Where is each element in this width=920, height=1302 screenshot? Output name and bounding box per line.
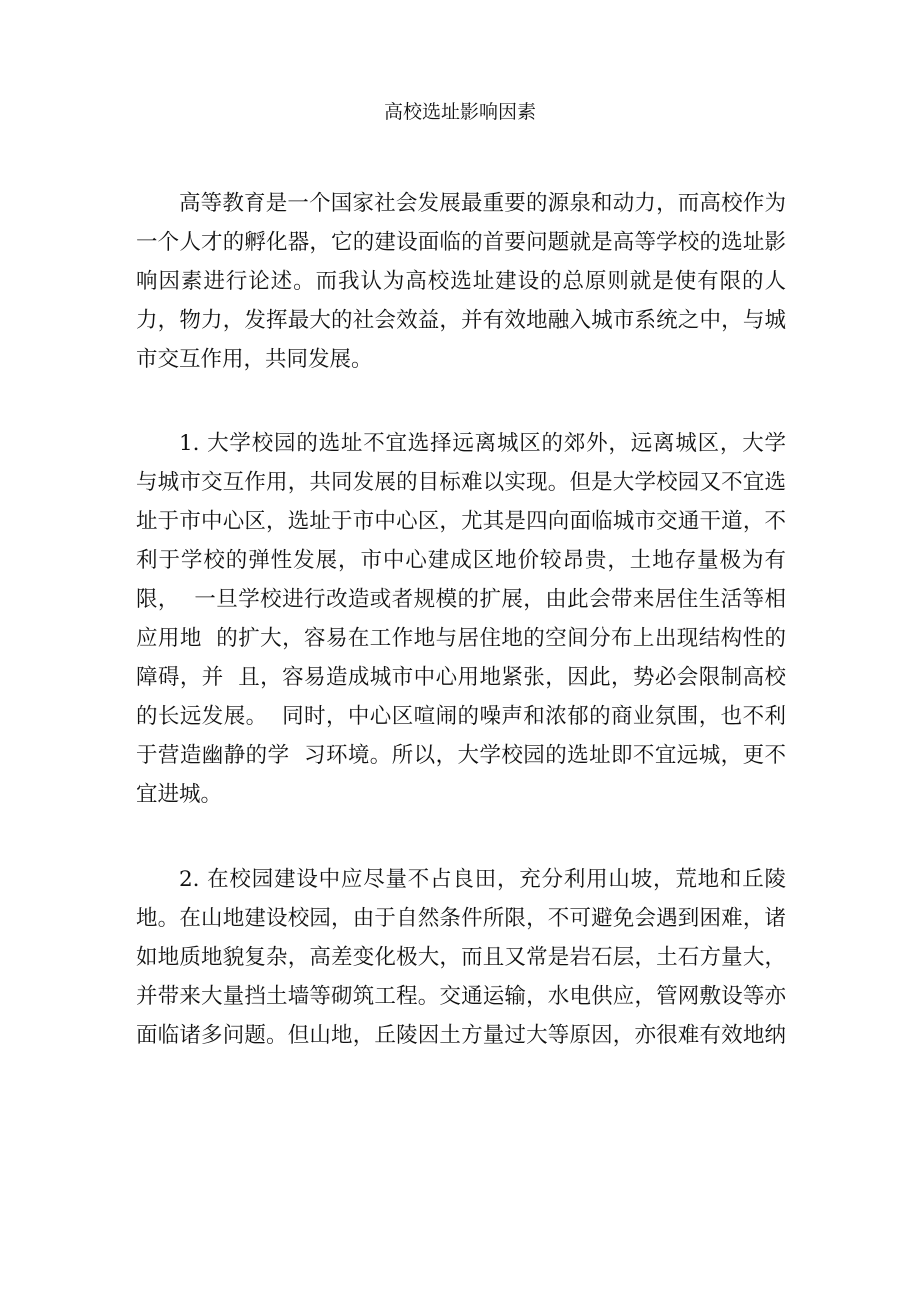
paragraph-1-line-2: 一个人才的孵化器，它的建设面临的首要问题就是高等学校的选址影 bbox=[136, 230, 786, 255]
paragraph-1-line-4: 力，物力，发挥最大的社会效益，并有效地融入城市系统之中，与城 bbox=[136, 308, 786, 333]
paragraph-2-line-2: 与城市交互作用，共同发展的目标难以实现。但是大学校园又不宜选 bbox=[136, 470, 786, 495]
paragraph-2-line-6: 应用地 的扩大，容易在工作地与居住地的空间分布上出现结构性的 bbox=[136, 626, 786, 651]
paragraph-2-line-4: 利于学校的弹性发展，市中心建成区地价较昂贵，土地存量极为有 bbox=[136, 548, 786, 573]
paragraph-1-line-5: 市交互作用，共同发展。 bbox=[136, 347, 373, 372]
paragraph-1-line-1: 高等教育是一个国家社会发展最重要的源泉和动力，而高校作为 bbox=[179, 191, 786, 216]
paragraph-2-line-3: 址于市中心区，选址于市中心区，尤其是四向面临城市交通干道，不 bbox=[136, 509, 786, 534]
document-title: 高校选址影响因素 bbox=[383, 101, 536, 123]
paragraph-2-line-8: 的长远发展。 同时，中心区喧闹的噪声和浓郁的商业氛围，也不利 bbox=[136, 704, 786, 729]
paragraph-2-line-5: 限， 一旦学校进行改造或者规模的扩展，由此会带来居住生活等相 bbox=[136, 587, 786, 612]
paragraph-1-line-3: 响因素进行论述。而我认为高校选址建设的总原则就是使有限的人 bbox=[136, 269, 786, 294]
paragraph-3-line-5: 面临诸多问题。但山地，丘陵因土方量过大等原因，亦很难有效地纳 bbox=[136, 1023, 786, 1048]
paragraph-3-line-2: 地。在山地建设校园，由于自然条件所限，不可避免会遇到困难，诸 bbox=[136, 906, 786, 931]
paragraph-3-line-4: 并带来大量挡土墙等砌筑工程。交通运输，水电供应，管网敷设等亦 bbox=[136, 984, 786, 1009]
paragraph-3-line-1: 2. 在校园建设中应尽量不占良田，充分利用山坡，荒地和丘陵 bbox=[179, 867, 786, 892]
paragraph-3-line-3: 如地质地貌复杂，高差变化极大，而且又常是岩石层，土石方量大， bbox=[136, 945, 786, 970]
paragraph-2-line-1: 1. 大学校园的选址不宜选择远离城区的郊外，远离城区，大学 bbox=[179, 431, 786, 456]
paragraph-2-line-10: 宜进城。 bbox=[136, 782, 223, 807]
paragraph-2-line-7: 障碍，并 且，容易造成城市中心用地紧张，因此，势必会限制高校 bbox=[136, 665, 786, 690]
paragraph-2-line-9: 于营造幽静的学 习环境。所以，大学校园的选址即不宜远城，更不 bbox=[136, 743, 786, 768]
